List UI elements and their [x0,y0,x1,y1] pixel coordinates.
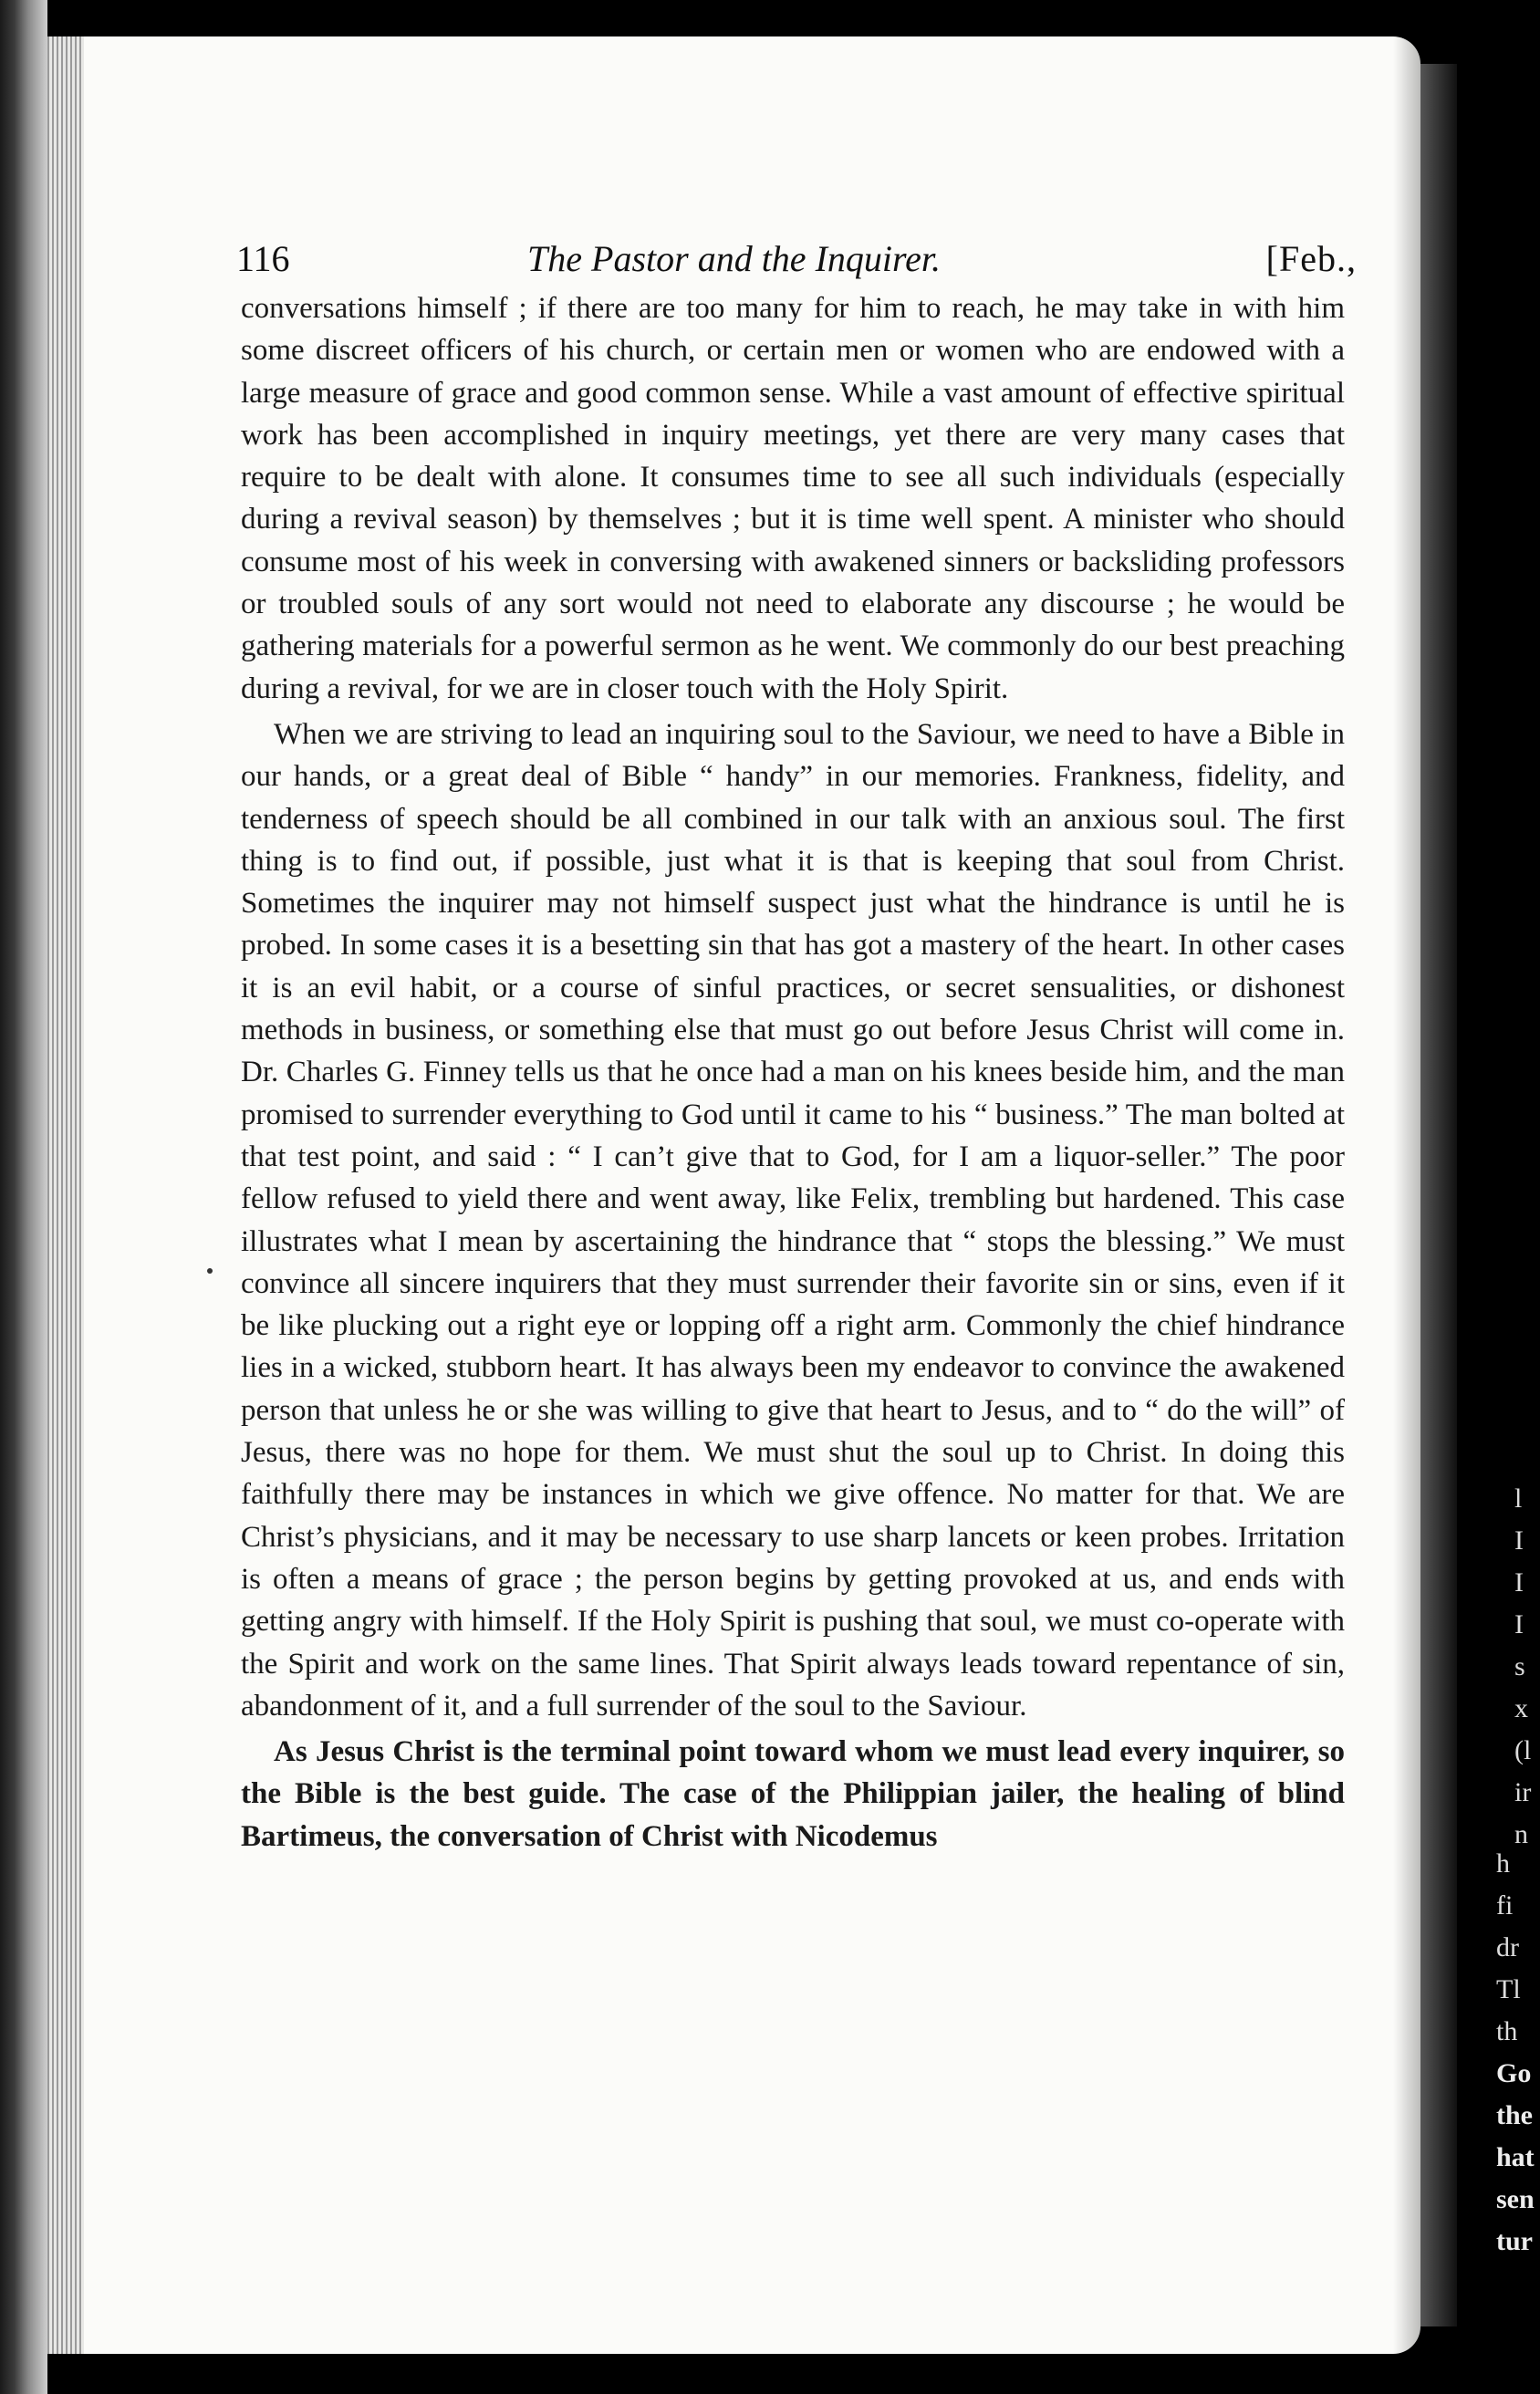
fragment-line: n [1514,1819,1528,1849]
page-gutter [47,36,84,2354]
fragment-line: Tl [1496,1974,1521,2004]
fragment-line: I [1514,1525,1524,1556]
fragment-line: th [1496,2016,1518,2046]
fragment-line: fi [1496,1890,1514,1920]
fragment-line: tur [1496,2226,1533,2256]
page-edge-shadow [1393,36,1420,2354]
fragment-line: dr [1496,1932,1519,1962]
book-spine-edge [0,0,47,2394]
running-title: The Pastor and the Inquirer. [527,238,941,279]
facing-page-shadow [1420,64,1457,2326]
page-header [47,210,1420,283]
page-number: 116 [236,238,290,279]
fragment-line: sen [1496,2184,1535,2214]
fragment-line: I [1514,1567,1524,1598]
fragment-line: ir [1514,1777,1532,1807]
fragment-line: (l [1514,1735,1532,1765]
paragraph: conversations himself ; if there are too many for him to reach, he may take in with him some discreet officers of his church, or certain men or women who are endowed with a large measure of grace and good common sense. While a vast amount of effective spiritual work has been accomplished in inquiry meetings, yet there are very many cases that require to be dealt with alone. It consumes time to see all such individuals (especially during a revival season) by themselves ; but it is time well spent. A minister who should consume most of his week in conversing with awakened sinners or backsliding professors or troubled souls of any sort would not need to elaborate any discourse ; he would be gathering materials for a powerful sermon as he went. We commonly do our best preaching during a revival, for we are in closer touch with the Holy Spirit. [241,292,1345,705]
fragment-line: the [1496,2100,1533,2130]
fragment-line: s [1514,1651,1525,1681]
fragment-line: I [1514,1609,1524,1639]
fragment-line: l [1514,1483,1523,1514]
body-text [241,287,1345,1861]
facing-page-fragment-middle [1514,1478,1531,1856]
paragraph: When we are striving to lead an inquiring soul to the Saviour, we need to have a Bible in our hands, or a great deal of Bible “ handy” in our memories. Frankness, fidelity, and tenderness of speech should be all combined in our talk with an anxious soul. The first thing is to find out, if possible, just what it is that is keeping that soul from Christ. Sometimes the inquirer may not himself suspect just what the hindrance is until he is probed. In some cases it is a besetting sin that has got a mastery of the heart. In other cases it is an evil habit, or a course of sinful practices, or secret sensualities, or dishonest methods in business, or something else that must go out before Jesus Christ will come in. Dr. Charles G. Finney tells us that he once had a man on his knees beside him, and the man promised to surrender everything to God until it came to his “ business.” The man bolted at that test point, and said : “ I can’t give that to God, for I am a liquor-seller.” The poor fellow refused to yield there and went away, like Felix, trembling but hardened. This case illustrates what I mean by ascertaining the hindrance that “ stops the blessing.” We must convince all sincere inquirers that they must surrender their favorite sin or sins, even if it be like plucking out a right eye or lopping off a right arm. Commonly the chief hindrance lies in a wicked, stubborn heart. It has always been my endeavor to convince the awakened person that unless he or she was willing to give that heart to Jesus, and to “ do the will” of Jesus, there was no hope for them. We must shut the soul up to Christ. In doing this faithfully there may be instances in which we give offence. No matter for that. We are Christ’s physicians, and it may be necessary to use sharp lancets or keen probes. Irritation is often a means of grace ; the person begins by getting provoked at us, and ends with getting angry with himself. If the Holy Spirit is pushing that soul, we must co-operate with the Spirit and work on the same lines. That Spirit always leads toward repentance of sin, abandonment of it, and a full surrender of the soul to the Saviour. [241,717,1345,1723]
fragment-line: Go [1496,2058,1532,2088]
facing-page-fragment-bottom [1496,2053,1535,2263]
paragraph: As Jesus Christ is the terminal point toward whom we must lead every inquirer, so the Bible is the best guide. The case of the Philippian jailer, the healing of blind Bartimeus, the conversation of Christ with Nicodemus [241,1735,1345,1853]
book-page [47,36,1420,2354]
fragment-line: x [1514,1693,1528,1723]
facing-page-fragment-lower [1496,1843,1521,2053]
fragment-line: hat [1496,2142,1535,2172]
section-mark: [Feb., [1265,238,1357,279]
fragment-line: h [1496,1848,1510,1879]
margin-speck [207,1268,213,1274]
